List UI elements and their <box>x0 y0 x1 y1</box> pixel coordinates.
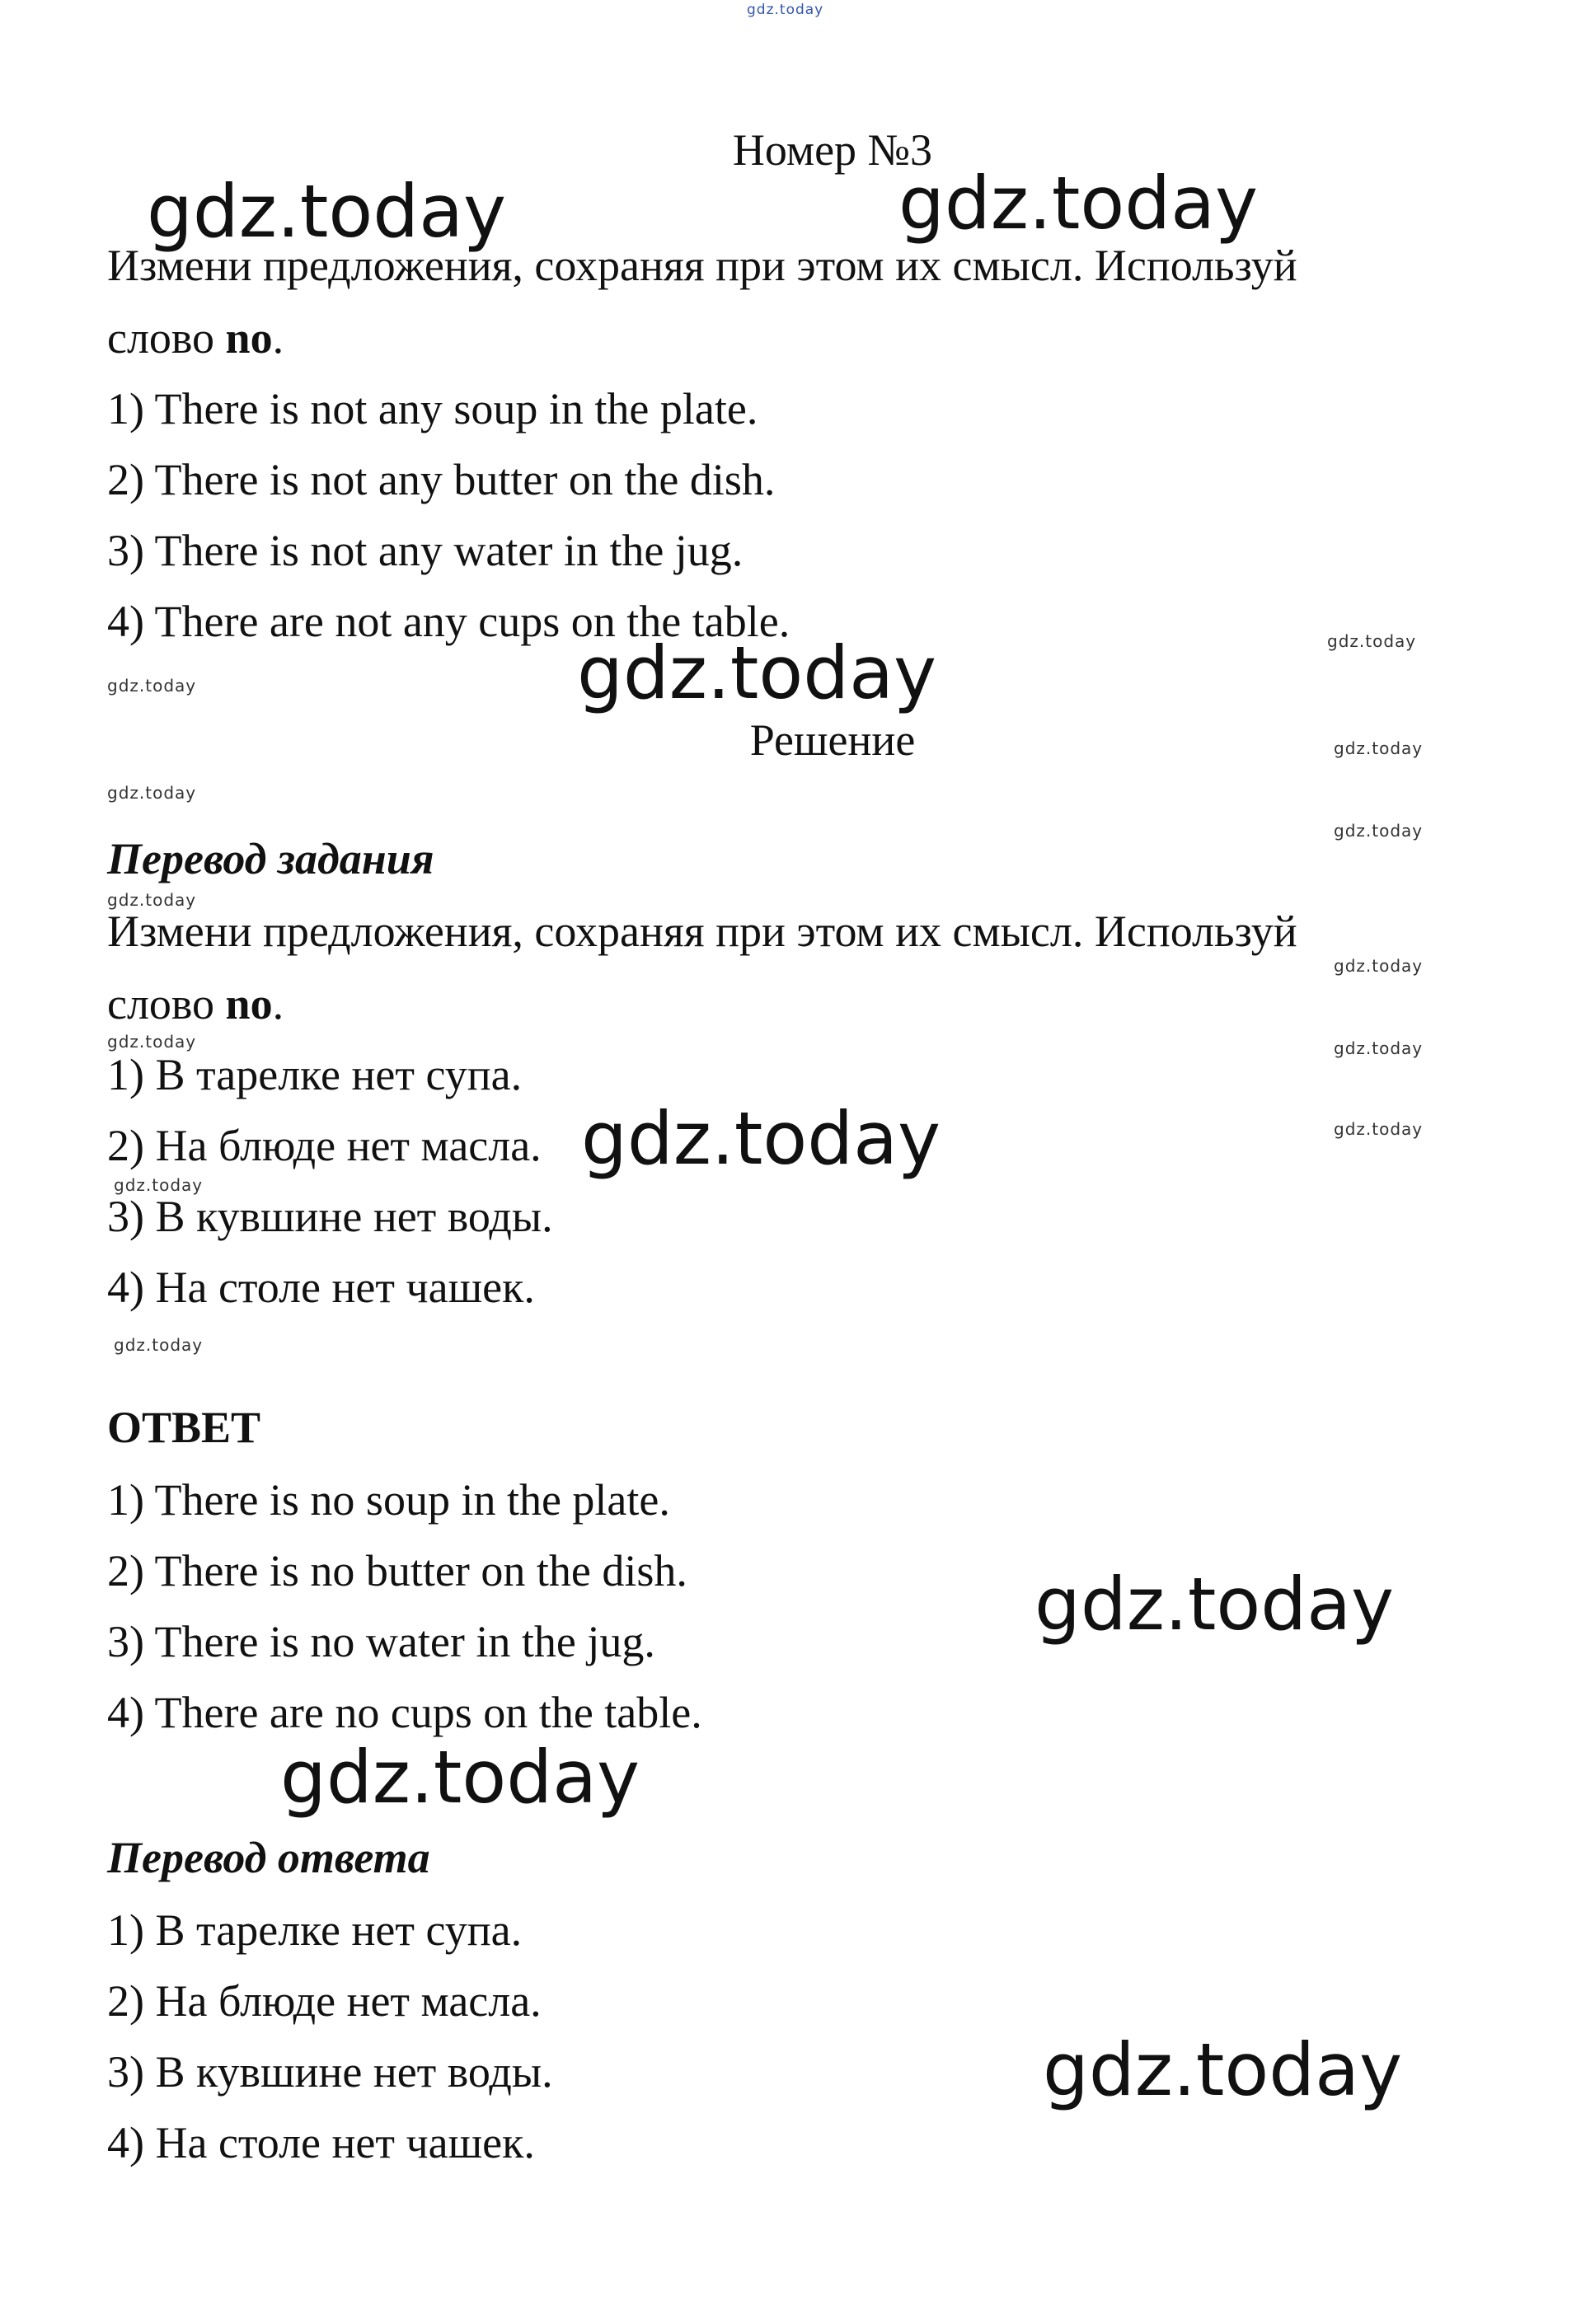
watermark: gdz.today <box>1043 2027 1403 2112</box>
watermark: gdz.today <box>107 676 197 696</box>
translation-instruction-line2 <box>107 977 284 1030</box>
watermark: gdz.today <box>1327 631 1417 651</box>
answer-item-3: 3) There is no water in the jug. <box>107 1617 655 1666</box>
watermark: gdz.today <box>1334 738 1424 758</box>
answer-item-4: 4) There are no cups on the table. <box>107 1688 702 1737</box>
translation-keyword: no <box>225 979 273 1028</box>
task-instruction-prefix: слово <box>107 313 226 363</box>
task-keyword: no <box>225 313 273 363</box>
answer-heading: ОТВЕТ <box>107 1403 261 1452</box>
watermark: gdz.today <box>1334 1119 1424 1139</box>
watermark: gdz.today <box>1334 956 1424 976</box>
answer-item-1: 1) There is no soup in the plate. <box>107 1475 670 1525</box>
translation-instruction-prefix: слово <box>107 979 226 1028</box>
watermark: gdz.today <box>581 1096 941 1181</box>
translation-instruction-line1: Измени предложения, сохраняя при этом их смысл. Используй <box>107 907 1297 956</box>
task-instruction-suffix: . <box>272 313 284 363</box>
watermark: gdz.today <box>747 2 824 18</box>
solution-heading: Решение <box>749 715 916 765</box>
translation-item-1: 1) В тарелке нет супа. <box>107 1050 523 1099</box>
watermark: gdz.today <box>898 161 1259 246</box>
watermark: gdz.today <box>107 890 197 910</box>
watermark: gdz.today <box>1034 1562 1395 1647</box>
task-item-4: 4) There are not any cups on the table. <box>107 597 790 646</box>
watermark: gdz.today <box>107 783 197 803</box>
answer-item-2: 2) There is no butter on the dish. <box>107 1546 687 1595</box>
answer-translation-item-4: 4) На столе нет чашек. <box>107 2118 535 2167</box>
watermark: gdz.today <box>1334 821 1424 841</box>
translation-item-3: 3) В кувшине нет воды. <box>107 1192 553 1241</box>
translation-item-4: 4) На столе нет чашек. <box>107 1263 535 1312</box>
task-item-2: 2) There is not any butter on the dish. <box>107 455 776 504</box>
answer-translation-item-2: 2) На блюде нет масла. <box>107 1976 542 2026</box>
page-title: Номер №3 <box>732 125 933 175</box>
watermark: gdz.today <box>147 169 507 254</box>
task-item-3: 3) There is not any water in the jug. <box>107 526 744 575</box>
watermark: gdz.today <box>114 1175 204 1195</box>
watermark: gdz.today <box>1334 1038 1424 1058</box>
translation-instruction-suffix: . <box>272 979 284 1028</box>
watermark: gdz.today <box>114 1335 204 1355</box>
answer-translation-item-3: 3) В кувшине нет воды. <box>107 2047 553 2097</box>
watermark: gdz.today <box>577 630 937 715</box>
task-translation-heading: Перевод задания <box>107 834 434 883</box>
task-instruction-line2 <box>107 312 284 364</box>
task-instruction-line1: Измени предложения, сохраняя при этом их смысл. Используй <box>107 241 1297 290</box>
answer-translation-item-1: 1) В тарелке нет супа. <box>107 1905 523 1955</box>
translation-item-2: 2) На блюде нет масла. <box>107 1121 542 1170</box>
watermark: gdz.today <box>280 1735 640 1820</box>
task-item-1: 1) There is not any soup in the plate. <box>107 384 758 433</box>
answer-translation-heading: Перевод ответа <box>107 1833 430 1882</box>
watermark: gdz.today <box>107 1032 197 1052</box>
